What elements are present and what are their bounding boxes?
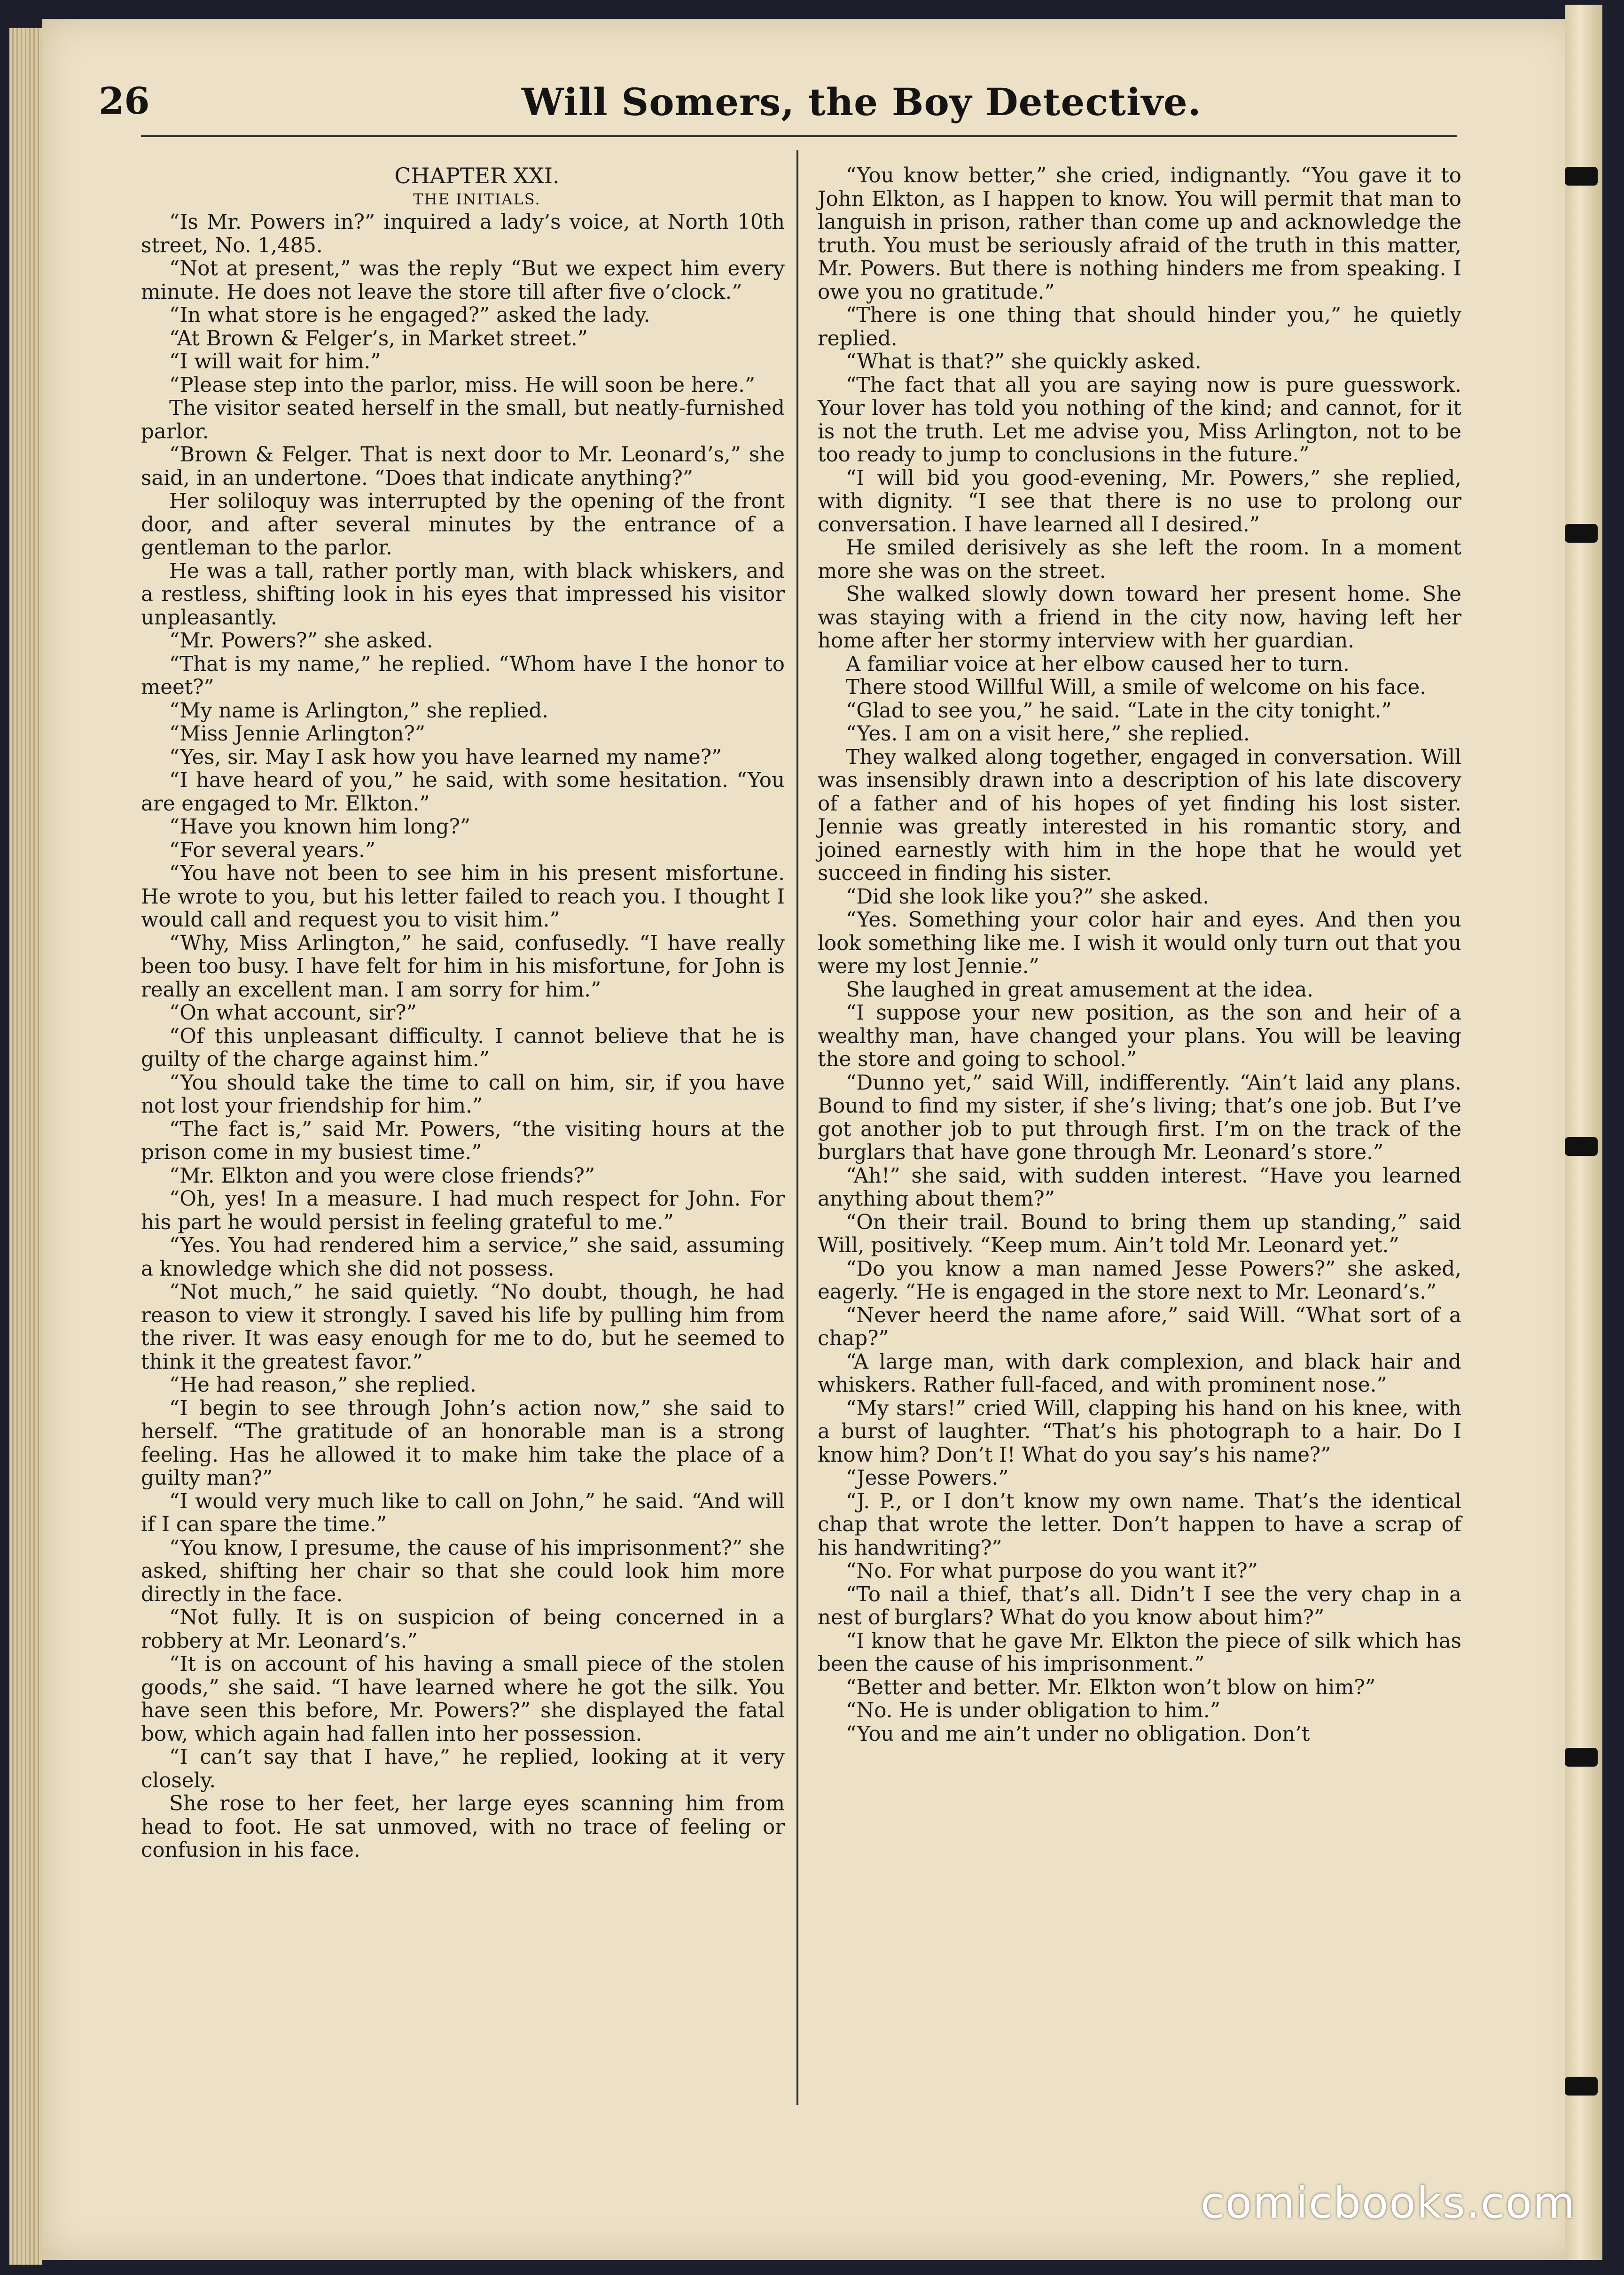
paragraph: “Yes. You had rendered him a service,” she said, assuming a knowledge which she did not possess. — [141, 1234, 785, 1281]
paragraph: “Brown & Felger. That is next door to Mr. Leonard’s,” she said, in an undertone. “Does that indicate anything?” — [141, 443, 785, 490]
paragraph: “Please step into the parlor, miss. He will soon be here.” — [169, 373, 756, 397]
paragraph: “Never heerd the name afore,” said Will. “What sort of a chap?” — [818, 1303, 1461, 1350]
paragraph: She rose to her feet, her large eyes scanning him from head to foot. He sat unmoved, with no trace of feeling or confusion in his face. — [141, 1792, 785, 1862]
paragraph: “He had reason,” she replied. — [169, 1373, 476, 1397]
paragraph: “On their trail. Bound to bring them up standing,” said Will, positively. “Keep mum. Ain’t told Mr. Leonard yet.” — [818, 1210, 1461, 1257]
paragraph: “Yes. Something your color hair and eyes. And then you look something like me. I wish it would only turn out that you were my lost Jennie.” — [818, 908, 1461, 978]
paragraph: A familiar voice at her elbow caused her to turn. — [846, 652, 1350, 676]
paragraph: The visitor seated herself in the small, but neatly-furnished parlor. — [141, 397, 785, 444]
left-column-text — [141, 211, 785, 1862]
paragraph: “Glad to see you,” he said. “Late in the city tonight.” — [846, 699, 1392, 723]
paragraph: “Better and better. Mr. Elkton won’t blow on him?” — [846, 1675, 1375, 1699]
paragraph: “I can’t say that I have,” he replied, looking at it very closely. — [141, 1745, 785, 1792]
paragraph: “Did she look like you?” she asked. — [846, 885, 1209, 909]
left-column — [141, 164, 785, 1862]
paragraph: She laughed in great amusement at the idea. — [846, 978, 1314, 1002]
running-title: Will Somers, the Boy Detective. — [522, 80, 1202, 124]
paragraph: “You know better,” she cried, indignantly. “You gave it to John Elkton, as I happen to know. You will permit that man to languish in prison, rather than come up and acknowledge the truth. You must be seriously afraid of the truth in this matter, Mr. Powers. But there is nothing hinders me from speaking. I owe you no gratitude.” — [818, 164, 1461, 304]
page-number: 26 — [99, 80, 150, 123]
paragraph: “On what account, sir?” — [169, 1001, 417, 1025]
binding-staple — [1565, 1137, 1598, 1156]
paragraph: “Ah!” she said, with sudden interest. “Have you learned anything about them?” — [818, 1164, 1461, 1211]
paragraph: “I will wait for him.” — [169, 350, 381, 374]
binding-staple — [1565, 2077, 1598, 2096]
paragraph: “You should take the time to call on him, sir, if you have not lost your friendship for him.” — [141, 1071, 785, 1118]
paragraph: “Mr. Elkton and you were close friends?” — [169, 1164, 595, 1188]
paragraph: “Yes. I am on a visit here,” she replied. — [846, 722, 1250, 746]
paragraph: They walked along together, engaged in conversation. Will was insensibly drawn into a description of his late discovery of a father and of his hopes of yet finding his lost sister. Jennie was greatly interested in his romantic story, and joined earnestly with him in the hope that he would yet succeed in finding his sister. — [818, 745, 1461, 885]
paragraph: “Mr. Powers?” she asked. — [169, 629, 433, 653]
paragraph: “I know that he gave Mr. Elkton the piece of silk which has been the cause of his imprisonment.” — [818, 1629, 1461, 1676]
paragraph: “My name is Arlington,” she replied. — [169, 699, 549, 723]
paragraph: “No. He is under obligation to him.” — [846, 1699, 1220, 1722]
binding-staple — [1565, 167, 1598, 186]
paragraph: “Why, Miss Arlington,” he said, confusedly. “I have really been too busy. I have felt for him in his misfortune, for John is really an excellent man. I am sorry for him.” — [141, 931, 785, 1002]
paragraph: “No. For what purpose do you want it?” — [846, 1559, 1258, 1583]
paragraph: “What is that?” she quickly asked. — [846, 350, 1202, 374]
paragraph: “Not much,” he said quietly. “No doubt, though, he had reason to view it strongly. I saved his life by pulling him from the river. It was easy enough for me to do, but he seemed to think it the greatest favor.” — [141, 1280, 785, 1374]
right-column-text — [818, 164, 1461, 1746]
paragraph: Her soliloquy was interrupted by the opening of the front door, and after several minutes by the entrance of a gentleman to the parlor. — [141, 490, 785, 560]
paragraph: “The fact is,” said Mr. Powers, “the visiting hours at the prison come in my busiest time.” — [141, 1117, 785, 1164]
paragraph: “You and me ain’t under no obligation. Don’t — [846, 1722, 1310, 1746]
paragraph: “For several years.” — [169, 838, 376, 862]
paragraph: “There is one thing that should hinder you,” he quietly replied. — [818, 304, 1461, 351]
paragraph: “Oh, yes! In a measure. I had much respect for John. For his part he would persist in feeling grateful to me.” — [141, 1187, 785, 1234]
paragraph: “Yes, sir. May I ask how you have learned my name?” — [169, 745, 722, 769]
paragraph: “I will bid you good-evening, Mr. Powers,” she replied, with dignity. “I see that there is no use to prolong our conversation. I have learned all I desired.” — [818, 466, 1461, 537]
paragraph: He smiled derisively as she left the room. In a moment more she was on the street. — [818, 536, 1461, 583]
paragraph: “Dunno yet,” said Will, indifferently. “Ain’t laid any plans. Bound to find my sister, if she’s living; that’s one job. But I’ve got another job to put through first. I’m on the track of the burglars that have gone through Mr. Leonard’s store.” — [818, 1071, 1461, 1164]
page-edge-left — [9, 28, 42, 2265]
paragraph: “Is Mr. Powers in?” inquired a lady’s voice, at North 10th street, No. 1,485. — [141, 210, 785, 257]
paragraph: “Not at present,” was the reply “But we expect him every minute. He does not leave the store till after five o’clock.” — [141, 257, 785, 304]
paragraph: He was a tall, rather portly man, with black whiskers, and a restless, shifting look in his eyes that impressed his visitor unpleasantly. — [141, 559, 785, 630]
paragraph: “I begin to see through John’s action now,” she said to herself. “The gratitude of an honorable man is a strong feeling. Has he allowed it to make him take the place of a guilty man?” — [141, 1396, 785, 1490]
paragraph: “Have you known him long?” — [169, 815, 471, 839]
right-column — [818, 164, 1461, 1746]
paragraph: “Do you know a man named Jesse Powers?” she asked, eagerly. “He is engaged in the store next to Mr. Leonard’s.” — [818, 1257, 1461, 1304]
paragraph: “Miss Jennie Arlington?” — [169, 722, 426, 746]
paragraph: “J. P., or I don’t know my own name. That’s the identical chap that wrote the letter. Don’t happen to have a scrap of his handwriting?” — [818, 1489, 1461, 1560]
paragraph: “I would very much like to call on John,” he said. “And will if I can spare the time.” — [141, 1489, 785, 1536]
paragraph: “Not fully. It is on suspicion of being concerned in a robbery at Mr. Leonard’s.” — [141, 1606, 785, 1653]
header-rule — [141, 135, 1457, 137]
binding-staple — [1565, 1748, 1598, 1767]
paragraph: “I have heard of you,” he said, with some hesitation. “You are engaged to Mr. Elkton.” — [141, 769, 785, 816]
paragraph: “In what store is he engaged?” asked the lady. — [169, 304, 650, 327]
page-edge-right — [1565, 5, 1602, 2260]
paragraph: “The fact that all you are saying now is pure guesswork. Your lover has told you nothing of the kind; and cannot, for it is not the truth. Let me advise you, Miss Arlington, not to be too ready to jump to conclusions in the future.” — [818, 373, 1461, 467]
paragraph: “That is my name,” he replied. “Whom have I the honor to meet?” — [141, 652, 785, 699]
column-divider — [796, 150, 798, 2105]
binding-staple — [1565, 524, 1598, 543]
paragraph: “You have not been to see him in his present misfortune. He wrote to you, but his letter failed to reach you. I thought I would call and request you to visit him.” — [141, 862, 785, 932]
paragraph: There stood Willful Will, a smile of welcome on his face. — [846, 676, 1427, 699]
paragraph: “It is on account of his having a small piece of the stolen goods,” she said. “I have learned where he got the silk. You have seen this before, Mr. Powers?” she displayed the fatal bow, which again had fallen into her possession. — [141, 1652, 785, 1746]
paragraph: “Jesse Powers.” — [846, 1466, 1009, 1490]
paragraph: “Of this unpleasant difficulty. I cannot believe that he is guilty of the charge against him.” — [141, 1024, 785, 1071]
paragraph: She walked slowly down toward her present home. She was staying with a friend in the city now, having left her home after her stormy interview with her guardian. — [818, 583, 1461, 653]
paragraph: “A large man, with dark complexion, and black hair and whiskers. Rather full-faced, and with prominent nose.” — [818, 1350, 1461, 1397]
page-header — [99, 80, 1461, 136]
paragraph: “I suppose your new position, as the son and heir of a wealthy man, have changed your plans. You will be leaving the store and going to school.” — [818, 1001, 1461, 1071]
paragraph: “You know, I presume, the cause of his imprisonment?” she asked, shifting her chair so that she could look him more directly in the face. — [141, 1536, 785, 1606]
paragraph: “My stars!” cried Will, clapping his hand on his knee, with a burst of laughter. “That’s his photograph to a hair. Do I know him? Don’t I! What do you say’s his name?” — [818, 1396, 1461, 1467]
chapter-title: CHAPTER XXI. — [394, 163, 560, 188]
watermark: comicbooks.com — [1201, 2178, 1576, 2228]
paragraph: “At Brown & Felger’s, in Market street.” — [169, 327, 588, 351]
paragraph: “To nail a thief, that’s all. Didn’t I see the very chap in a nest of burglars? What do you know about him?” — [818, 1582, 1461, 1629]
chapter-subtitle: THE INITIALS. — [413, 190, 541, 208]
